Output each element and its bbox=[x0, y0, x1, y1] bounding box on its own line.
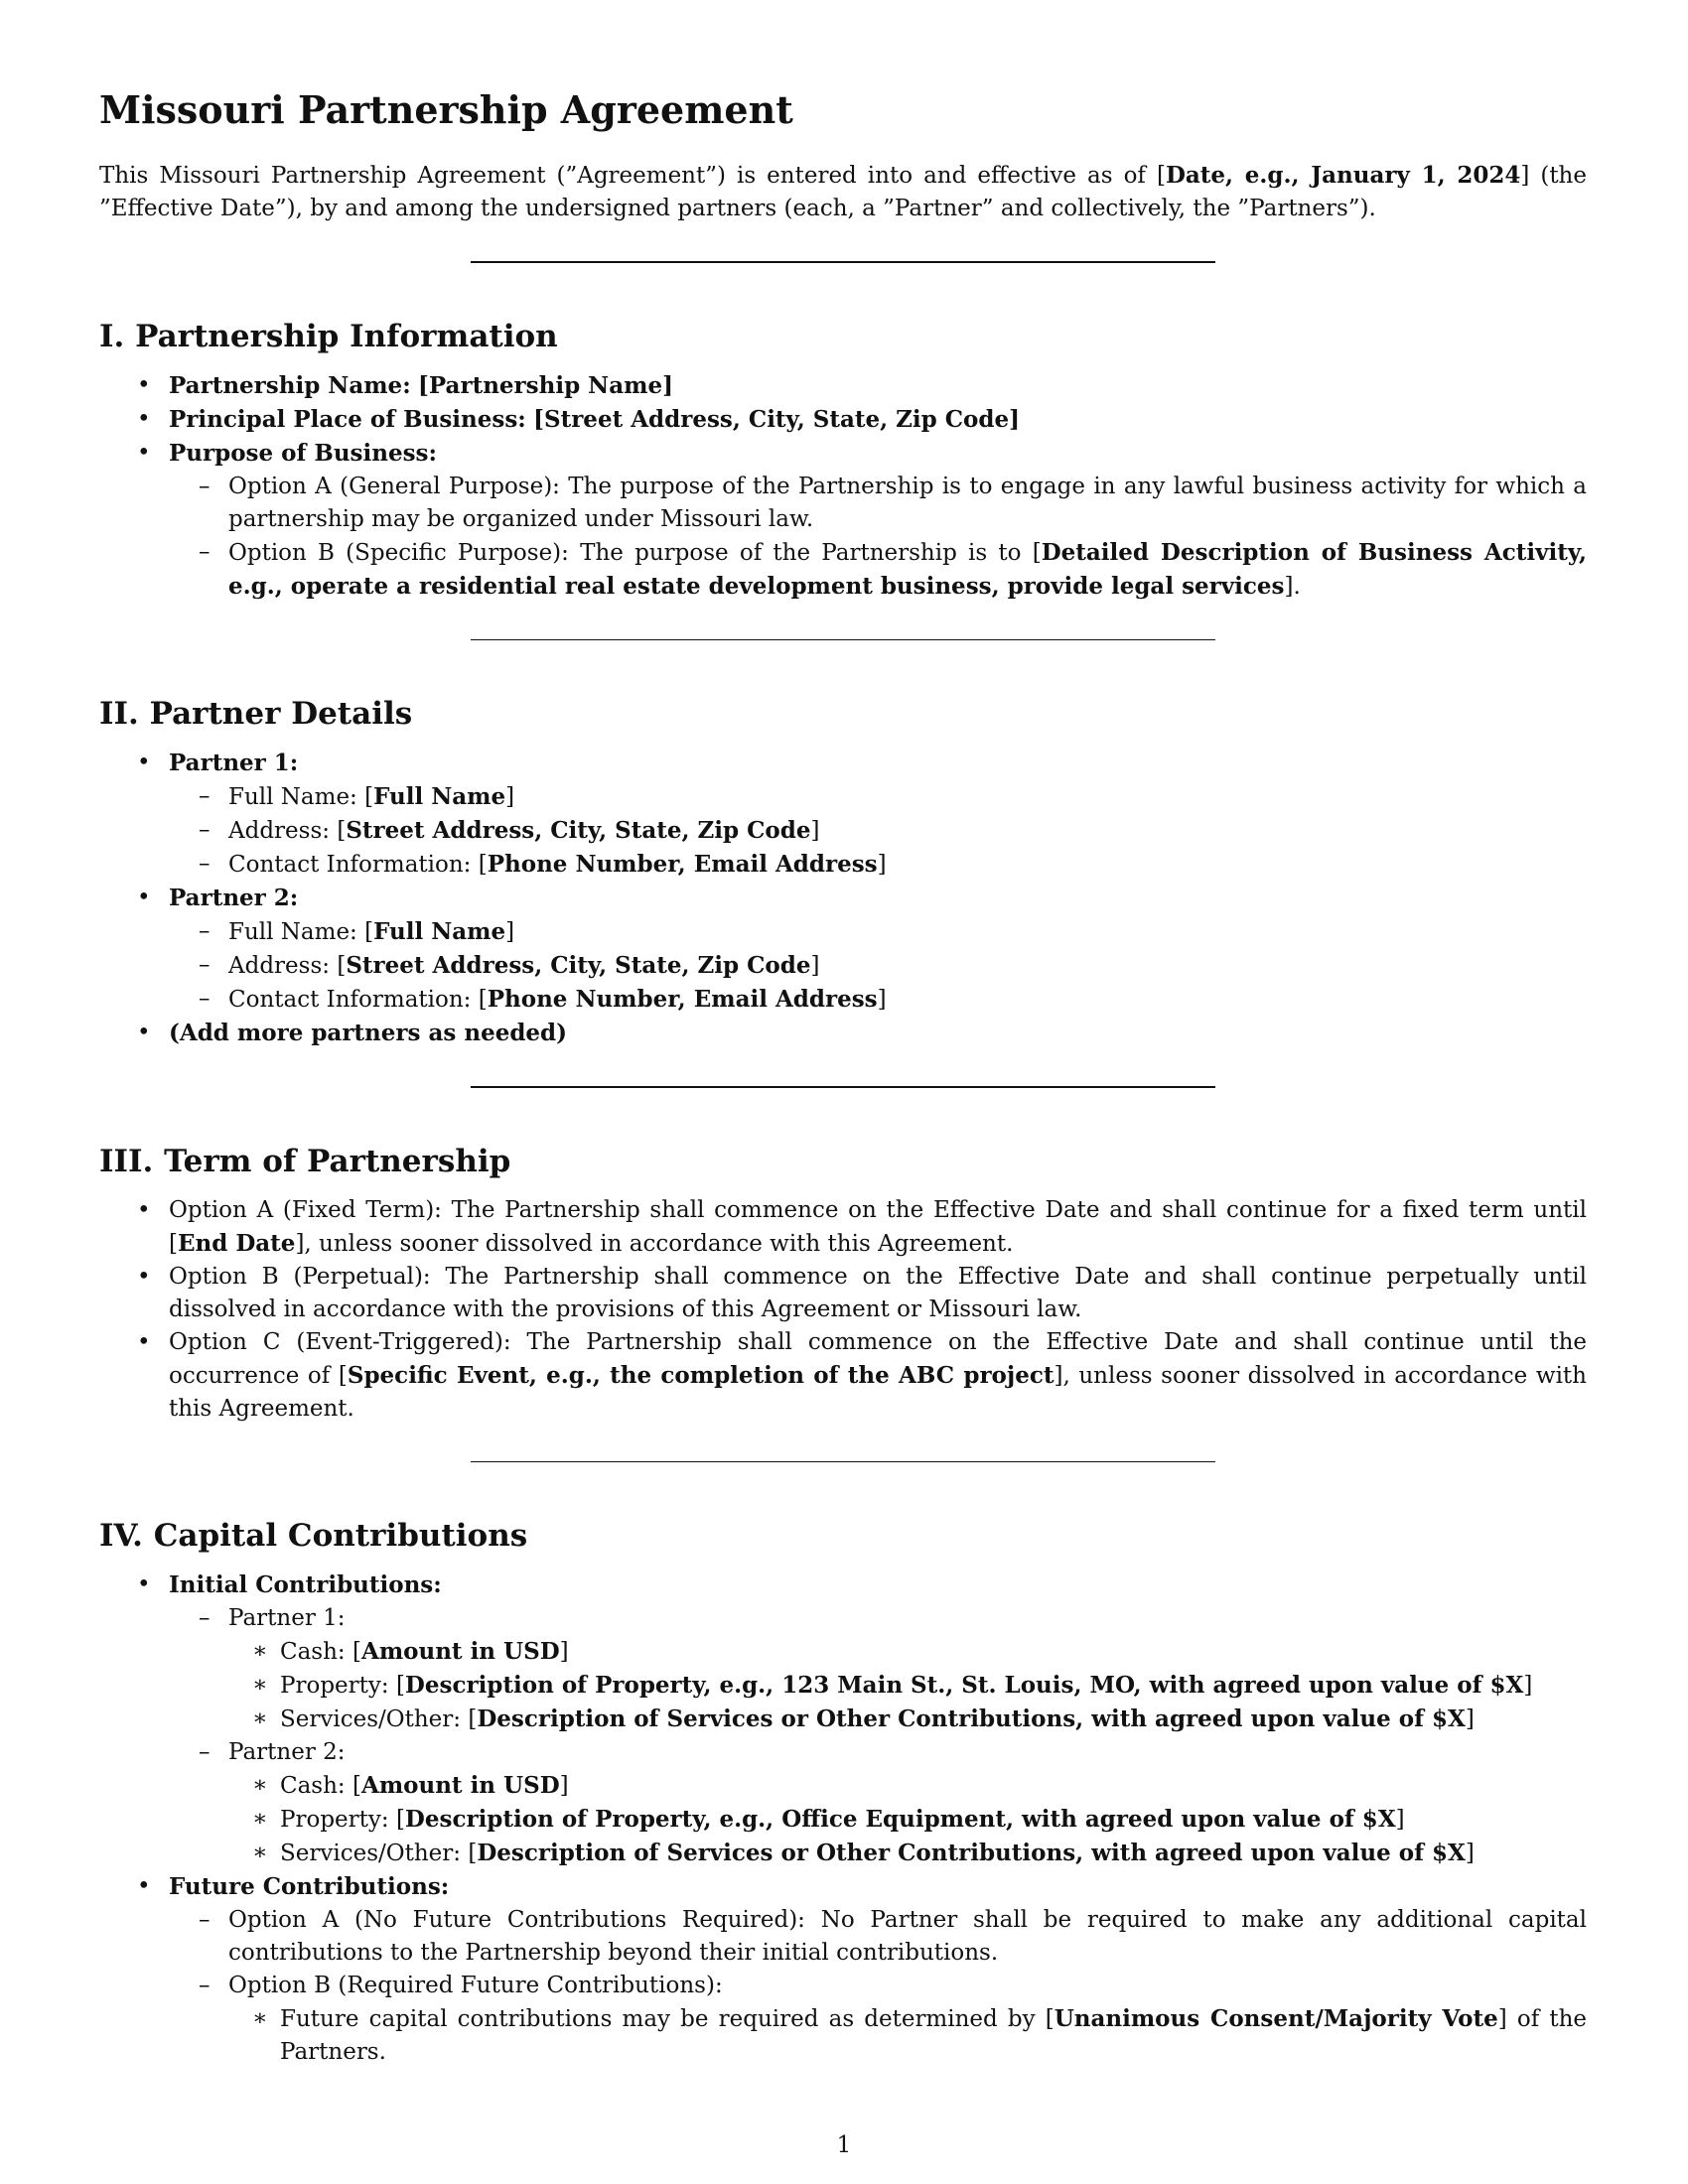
section-divider bbox=[471, 1086, 1215, 1088]
text: ] bbox=[877, 986, 887, 1013]
term-options-list bbox=[99, 1194, 1587, 1426]
future-option-b bbox=[99, 1970, 1587, 2069]
list-item bbox=[99, 1736, 1587, 1870]
list-item bbox=[99, 1017, 1587, 1050]
intro-paragraph bbox=[99, 159, 1587, 225]
text: Cash: [ bbox=[280, 1773, 361, 1800]
placeholder: Full Name bbox=[373, 782, 506, 810]
text: Option B (Required Future Contributions): bbox=[228, 1973, 723, 1999]
placeholder: Description of Property, e.g., Office Equipment, with agreed upon value of $X bbox=[404, 1806, 1396, 1834]
list-item bbox=[99, 1837, 1587, 1870]
placeholder: Description of Property, e.g., 123 Main St., St. Louis, MO, with agreed upon value of $X bbox=[404, 1672, 1524, 1700]
list-item bbox=[99, 1669, 1587, 1703]
effective-date-placeholder: Date, e.g., January 1, 2024 bbox=[1165, 161, 1521, 189]
principal-place-placeholder: [Street Address, City, State, Zip Code] bbox=[533, 405, 1020, 433]
list-item bbox=[99, 1569, 1587, 1870]
text: Services/Other: [ bbox=[280, 1706, 478, 1733]
text: ] of the Partners. bbox=[280, 2006, 1588, 2066]
business-activity-placeholder: Detailed Description of Business Activity, e.g., operate a residential real estate development business, provide legal services bbox=[228, 538, 1587, 600]
text: ], unless sooner dissolved in accordance with this Agreement. bbox=[169, 1363, 1587, 1423]
capital-contributions-list bbox=[99, 1569, 1587, 2069]
list-item bbox=[99, 915, 1587, 949]
placeholder: Description of Services or Other Contributions, with agreed upon value of $X bbox=[477, 1840, 1466, 1867]
section-heading-partnership-information: I. Partnership Information bbox=[99, 318, 558, 354]
purpose-option-a: – Option A (General Purpose): The purpose of the Partnership is to engage in any lawful business activity for which a partnership may be organized under Missouri law. bbox=[99, 471, 1587, 536]
text: Future capital contributions may be required as determined by [ bbox=[280, 2006, 1055, 2033]
partner-2-label: Partner 2: bbox=[169, 884, 299, 911]
text: Cash: [ bbox=[280, 1639, 361, 1666]
text: ] bbox=[1465, 1706, 1475, 1733]
list-item bbox=[99, 1870, 1587, 2069]
text: Property: [ bbox=[280, 1807, 405, 1834]
text: Property: [ bbox=[280, 1673, 405, 1700]
document-title: Missouri Partnership Agreement bbox=[99, 87, 793, 132]
placeholder: Amount in USD bbox=[360, 1638, 560, 1666]
page-number: 1 bbox=[836, 2132, 852, 2158]
partnership-info-list bbox=[99, 369, 1587, 604]
placeholder: Street Address, City, State, Zip Code bbox=[346, 951, 811, 979]
text: ] bbox=[1395, 1807, 1405, 1834]
list-item bbox=[99, 1703, 1587, 1736]
text: ], unless sooner dissolved in accordance with this Agreement. bbox=[295, 1231, 1014, 1258]
text: ] bbox=[559, 1639, 569, 1666]
specific-event-placeholder: Specific Event, e.g., the completion of the ABC project bbox=[347, 1362, 1055, 1390]
text: Full Name: [ bbox=[228, 918, 374, 945]
term-option-a bbox=[99, 1194, 1587, 1261]
partner-1-contributions bbox=[228, 1635, 1587, 1736]
list-item bbox=[99, 882, 1587, 1017]
list-item bbox=[99, 848, 1587, 882]
intro-suffix: ] (the ”Effective Date”), by and among the undersigned partners (each, a ”Partner” and collectively, the ”Partners”). bbox=[99, 162, 1587, 221]
term-option-b: • Option B (Perpetual): The Partnership shall commence on the Effective Date and shall continue perpetually until dissolved in accordance with the provisions of this Agreement or Missouri law. bbox=[99, 1261, 1587, 1326]
text: ] bbox=[877, 851, 887, 878]
list-item bbox=[99, 747, 1587, 882]
partner-2-contributions bbox=[228, 1769, 1587, 1870]
label: Principal Place of Business: bbox=[169, 405, 526, 433]
list-item bbox=[99, 1769, 1587, 1803]
intro-prefix: This Missouri Partnership Agreement (”Agreement”) is entered into and effective as of [ bbox=[99, 162, 1166, 189]
document-page bbox=[99, 87, 1587, 2069]
section-heading-partner-details: II. Partner Details bbox=[99, 695, 413, 732]
text: ] bbox=[1465, 1841, 1475, 1867]
placeholder: Full Name bbox=[373, 917, 506, 945]
text: ] bbox=[505, 783, 515, 810]
list-item bbox=[99, 1635, 1587, 1669]
placeholder: Description of Services or Other Contributions, with agreed upon value of $X bbox=[477, 1706, 1466, 1733]
partner-1-details bbox=[169, 780, 1587, 882]
term-option-c bbox=[99, 1326, 1587, 1426]
initial-contributions-label: Initial Contributions: bbox=[169, 1571, 442, 1599]
partner-1-label: Partner 1: bbox=[228, 1605, 346, 1632]
list-item bbox=[99, 814, 1587, 848]
section-heading-capital-contributions: IV. Capital Contributions bbox=[99, 1518, 528, 1555]
partner-2-details bbox=[169, 915, 1587, 1017]
list-item bbox=[99, 2002, 1587, 2069]
text: Services/Other: [ bbox=[280, 1841, 478, 1867]
section-divider bbox=[471, 1461, 1215, 1462]
end-date-placeholder: End Date bbox=[177, 1230, 296, 1258]
placeholder: Phone Number, Email Address bbox=[487, 850, 878, 878]
text: Option A (Fixed Term): The Partnership shall commence on the Effective Date and shall continue for a fixed term until [ bbox=[169, 1197, 1587, 1258]
list-item bbox=[99, 437, 1587, 604]
list-item bbox=[99, 983, 1587, 1017]
label: Purpose of Business: bbox=[169, 439, 437, 467]
list-item bbox=[99, 369, 1587, 403]
section-heading-term: III. Term of Partnership bbox=[99, 1143, 511, 1179]
text: Full Name: [ bbox=[228, 783, 374, 810]
list-item bbox=[99, 949, 1587, 983]
placeholder: Street Address, City, State, Zip Code bbox=[346, 816, 811, 844]
text: Option B (Specific Purpose): The purpose of the Partnership is to [ bbox=[228, 539, 1042, 566]
text: ] bbox=[810, 952, 820, 979]
list-item bbox=[99, 1602, 1587, 1736]
text: ] bbox=[810, 817, 820, 844]
future-contribution-options bbox=[169, 1904, 1587, 2069]
future-option-b-items bbox=[228, 2002, 1587, 2069]
text: Address: [ bbox=[228, 817, 347, 844]
partner-2-label: Partner 2: bbox=[228, 1739, 346, 1766]
placeholder: Phone Number, Email Address bbox=[487, 985, 878, 1013]
purpose-option-b bbox=[99, 536, 1587, 604]
future-option-a: – Option A (No Future Contributions Required): No Partner shall be required to make any additional capital contributions to the Partnership beyond their initial contributions. bbox=[99, 1904, 1587, 1970]
list-item bbox=[99, 780, 1587, 814]
text: ] bbox=[1523, 1673, 1533, 1700]
list-item bbox=[99, 403, 1587, 437]
text: ] bbox=[559, 1773, 569, 1800]
section-divider bbox=[471, 639, 1215, 640]
placeholder: Amount in USD bbox=[360, 1772, 560, 1800]
partnership-name-placeholder: [Partnership Name] bbox=[418, 371, 673, 399]
future-contributions-label: Future Contributions: bbox=[169, 1873, 450, 1901]
partner-details-list bbox=[99, 747, 1587, 1050]
vote-type-placeholder: Unanimous Consent/Majority Vote bbox=[1054, 2005, 1498, 2033]
list-item bbox=[99, 1803, 1587, 1837]
add-more-partners-note: (Add more partners as needed) bbox=[169, 1019, 568, 1046]
text: Address: [ bbox=[228, 952, 347, 979]
text: ] bbox=[505, 918, 515, 945]
text: ]. bbox=[1284, 573, 1301, 600]
section-divider bbox=[471, 261, 1215, 263]
label: Partnership Name: bbox=[169, 371, 411, 399]
text: Contact Information: [ bbox=[228, 851, 488, 878]
partner-1-label: Partner 1: bbox=[169, 749, 299, 776]
purpose-options bbox=[169, 471, 1587, 604]
text: Option C (Event-Triggered): The Partnership shall commence on the Effective Date and shall continue until the occurrence of [ bbox=[169, 1329, 1587, 1390]
initial-contributions-partners bbox=[169, 1602, 1587, 1870]
text: Contact Information: [ bbox=[228, 986, 488, 1013]
